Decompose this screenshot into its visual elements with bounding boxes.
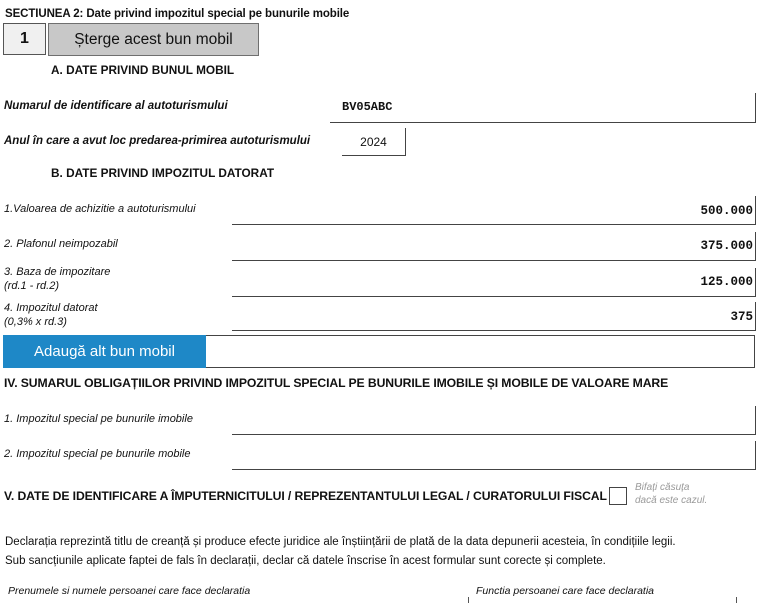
non-taxable-ceiling-field[interactable]	[232, 232, 756, 261]
acquisition-value-value: 500.000	[700, 204, 753, 218]
handover-year-field[interactable]: 2024	[342, 128, 406, 156]
tax-due-value: 375	[730, 310, 753, 324]
non-taxable-ceiling-value: 375.000	[700, 239, 753, 253]
tax-base-value: 125.000	[700, 275, 753, 289]
vehicle-id-label: Numarul de identificare al autoturismului	[4, 100, 228, 112]
tax-base-label: 3. Baza de impozitare	[4, 266, 111, 278]
section-iv-heading: IV. SUMARUL OBLIGAȚIILOR PRIVIND IMPOZITUL SPECIAL PE BUNURILE IMOBILE ȘI MOBILE DE VALOARE MARE	[4, 376, 669, 390]
tax-base-formula: (rd.1 - rd.2)	[4, 280, 60, 292]
checkbox-note-line2: dacă este cazul.	[635, 495, 708, 506]
movable-tax-field[interactable]	[232, 441, 756, 470]
part-a-heading: A. DATE PRIVIND BUNUL MOBIL	[51, 63, 235, 77]
vehicle-id-field[interactable]	[330, 93, 756, 123]
handover-year-label: Anul în care a avut loc predarea-primirea autoturismului	[4, 135, 311, 147]
section-title: SECTIUNEA 2: Date privind impozitul special pe bunurile mobile	[5, 8, 350, 20]
declaration-line-1: Declarația reprezintă titlu de creanță și produce efecte juridice ale înștiințării de plată de la data depunerii acesteia, în condițiile legii.	[5, 536, 676, 548]
non-taxable-ceiling-label: 2. Plafonul neimpozabil	[4, 238, 118, 250]
tax-due-field[interactable]	[232, 302, 756, 331]
representative-checkbox[interactable]	[609, 487, 627, 505]
tax-due-label: 4. Impozitul datorat	[4, 302, 98, 314]
part-b-heading: B. DATE PRIVIND IMPOZITUL DATORAT	[51, 166, 275, 180]
declarant-function-label: Functia persoanei care face declaratia	[476, 585, 655, 597]
tax-base-field[interactable]	[232, 268, 756, 297]
tax-due-formula: (0,3% x rd.3)	[4, 316, 67, 328]
item-number: 1	[3, 23, 46, 55]
declaration-line-2: Sub sancțiunile aplicate faptei de fals în declarații, declar că datele înscrise în acest formular sunt corecte și complete.	[5, 555, 606, 567]
section-v-heading: V. DATE DE IDENTIFICARE A ÎMPUTERNICITULUI / REPREZENTANTULUI LEGAL / CURATORULUI FISCAL	[4, 489, 607, 503]
checkbox-note	[635, 481, 707, 507]
declarant-name-label: Prenumele si numele persoanei care face declaratia	[8, 585, 251, 597]
movable-tax-label: 2. Impozitul special pe bunurile mobile	[4, 448, 191, 460]
name-field-divider	[468, 597, 469, 603]
delete-item-button[interactable]: Șterge acest bun mobil	[48, 23, 259, 56]
add-button-frame	[206, 335, 755, 368]
acquisition-value-label: 1.Valoarea de achizitie a autoturismului	[4, 203, 196, 215]
real-estate-tax-label: 1. Impozitul special pe bunurile imobile	[4, 413, 193, 425]
add-item-button[interactable]: Adaugă alt bun mobil	[3, 335, 206, 368]
vehicle-id-value: BV05ABC	[342, 100, 393, 114]
checkbox-note-line1: Bifați căsuța	[635, 482, 690, 493]
function-field-divider	[736, 597, 737, 603]
real-estate-tax-field[interactable]	[232, 406, 756, 435]
acquisition-value-field[interactable]	[232, 196, 756, 225]
